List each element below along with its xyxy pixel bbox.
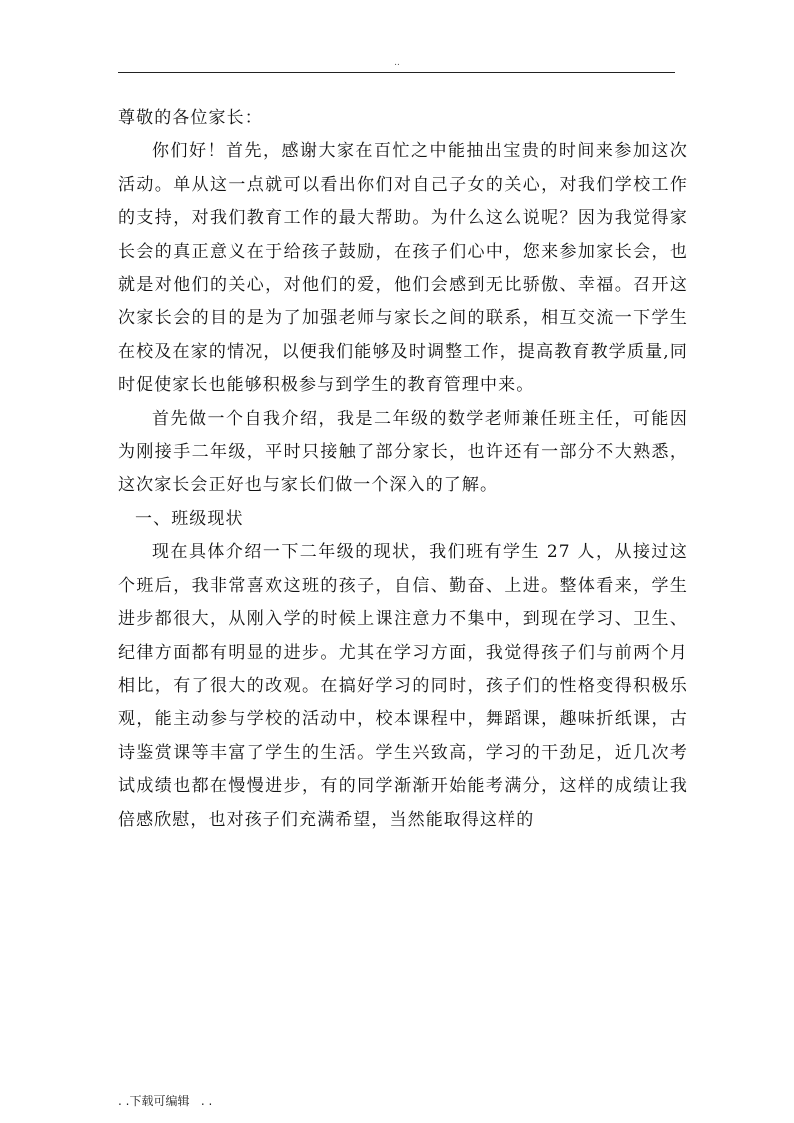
salutation: 尊敬的各位家长： (118, 108, 263, 128)
document-body (118, 102, 688, 837)
section-heading: 一、班级现状 (135, 508, 244, 529)
header-rule (118, 72, 675, 73)
paragraph-class-status: 现在具体介绍一下二年级的现状，我们班有学生 27 人，从接过这个班后，我非常喜欢这班的孩子，自信、勤奋、上进。整体看来，学生进步都很大，从刚入学的时候上课注意力不集中，到现在学习、卫生、纪律方面都有明显的进步。尤其在学习方面，我觉得孩子们与前两个月相比，有了很大的改观。在搞好学习的同时，孩子们的性格变得积极乐观，能主动参与学校的活动中，校本课程中，舞蹈课，趣味折纸课，古诗鉴赏课等丰富了学生的生活。学生兴致高，学习的干劲足，近几次考试成绩也都在慢慢进步，有的同学渐渐开始能考满分，这样的成绩让我倍感欣慰，也对孩子们充满希望，当然能取得这样的 (118, 542, 688, 830)
paragraph-greeting: 你们好！首先，感谢大家在百忙之中能抽出宝贵的时间来参加这次活动。单从这一点就可以看出你们对自己子女的关心，对我们学校工作的支持，对我们教育工作的最大帮助。为什么这么说呢？因为我觉得家长会的真正意义在于给孩子鼓励，在孩子们心中，您来参加家长会，也就是对他们的关心，对他们的爱，他们会感到无比骄傲、幸福。召开这次家长会的目的是为了加强老师与家长之间的联系，相互交流一下学生在校及在家的情况，以便我们能够及时调整工作，提高教育教学质量,同时促使家长也能够积极参与到学生的教育管理中来。 (118, 141, 688, 396)
header-mark: .. (394, 58, 400, 68)
footer-note: . .下载可编辑 . . (118, 1094, 213, 1108)
paragraph-self-intro: 首先做一个自我介绍，我是二年级的数学老师兼任班主任，可能因为刚接手二年级，平时只接触了部分家长，也许还有一部分不大熟悉，这次家长会正好也与家长们做一个深入的了解。 (118, 408, 688, 496)
